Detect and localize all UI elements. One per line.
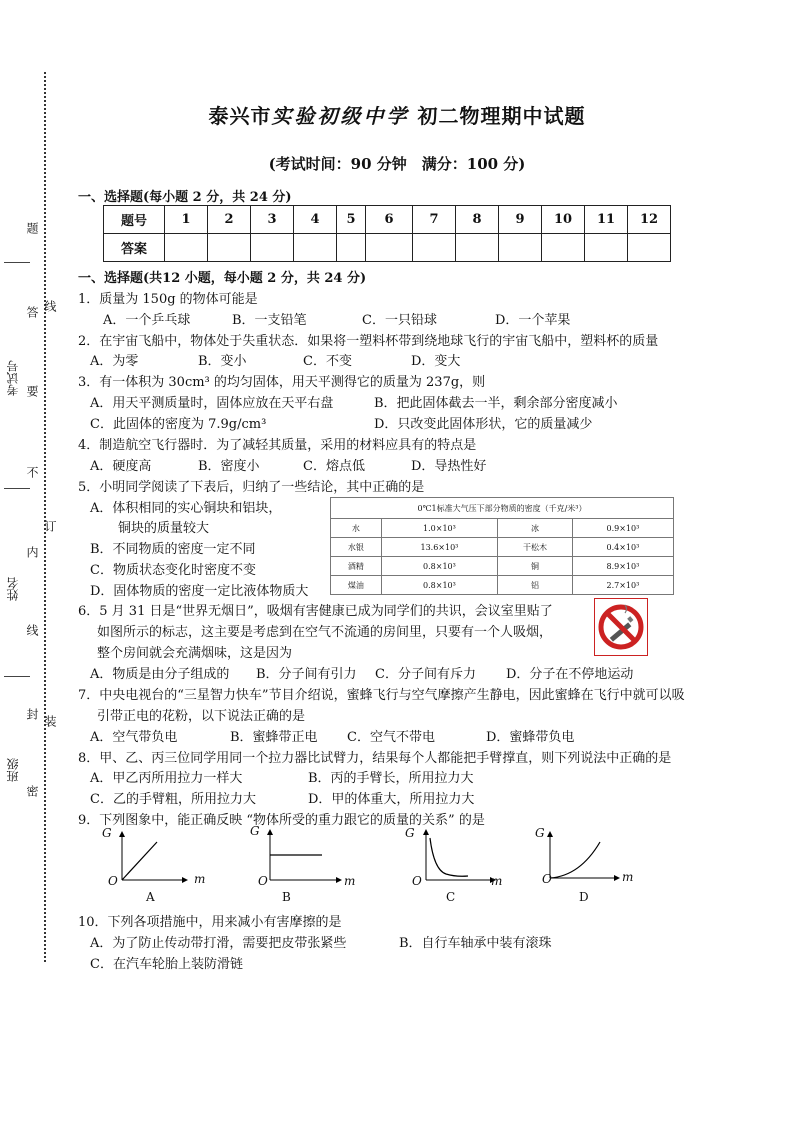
option: A．空气带负电 <box>90 730 178 745</box>
option: A．为了防止传动带打滑，需要把皮带张紧些 <box>90 936 347 951</box>
question-stem: 2．在宇宙飞船中，物体处于失重状态．如果将一塑料杯带到绕地球飞行的宇宙飞船中，塑料杯的质量 <box>78 334 659 349</box>
question-stem: 9．下列图象中，能正确反映 “物体所受的重力跟它的质量的关系” 的是 <box>78 813 485 828</box>
question-stem: 如图所示的标志，这主要是考虑到在空气不流通的房间里，只要有一个人吸烟， <box>97 625 553 640</box>
question-stem: 8．甲、乙、丙三位同学用同一个拉力器比试臂力，结果每个人都能把手臂撑直，则下列说法中正确的是 <box>78 751 672 766</box>
table-cell: 0.9×10³ <box>572 519 673 538</box>
answer-table-header: 答案 <box>104 234 165 262</box>
density-table-title: 0℃1标准大气压下部分物质的密度（千克/米³） <box>331 498 674 519</box>
question-number: 7 <box>413 206 456 234</box>
side-char: 线 <box>43 300 57 312</box>
question-stem: 7．中央电视台的“三星智力快车”节目介绍说，蜜蜂飞行与空气摩擦产生静电，因此蜜蜂在飞行中就可以吸 <box>78 688 685 703</box>
axis-label: G <box>535 826 545 840</box>
table-cell: 0.4×10³ <box>572 538 673 557</box>
table-cell: 0.8×10³ <box>381 576 497 595</box>
option: A．甲乙丙所用拉力一样大 <box>90 771 243 786</box>
exam-info: (考试时间：90 分钟 满分：100 分) <box>268 155 526 173</box>
question-number: 2 <box>208 206 251 234</box>
option: A．硬度高 <box>90 459 152 474</box>
table-cell: 煤油 <box>331 576 382 595</box>
option: B．自行车轴承中装有滚珠 <box>399 936 552 951</box>
table-cell: 铜 <box>498 557 573 576</box>
answer-cell[interactable] <box>499 234 542 262</box>
answer-cell[interactable] <box>628 234 671 262</box>
question-number: 10 <box>542 206 585 234</box>
axis-label: m <box>491 874 503 888</box>
table-cell: 1.0×10³ <box>381 519 497 538</box>
no-smoking-sign-icon <box>594 598 648 656</box>
side-char: 不 <box>25 466 39 478</box>
question-number: 1 <box>165 206 208 234</box>
answer-cell[interactable] <box>294 234 337 262</box>
option: A．物质是由分子组成的 <box>90 667 230 682</box>
question-stem: 1．质量为 150g 的物体可能是 <box>78 292 258 307</box>
option: B．密度小 <box>198 459 260 474</box>
question-number: 11 <box>585 206 628 234</box>
question-stem: 整个房间就会充满烟味，这是因为 <box>97 646 293 661</box>
option: A．用天平测质量时，固体应放在天平右盘 <box>90 396 334 411</box>
side-char: 密 <box>25 785 39 797</box>
graph-caption: C <box>446 890 456 904</box>
question-stem: 5．小明同学阅读了下表后，归纳了一些结论，其中正确的是 <box>78 480 425 495</box>
question-number: 5 <box>337 206 366 234</box>
graph-d <box>540 828 626 884</box>
axis-label: O <box>258 874 268 888</box>
axis-label: O <box>542 872 552 886</box>
question-number: 12 <box>628 206 671 234</box>
answer-cell[interactable] <box>208 234 251 262</box>
density-table <box>330 497 674 595</box>
question-number: 4 <box>294 206 337 234</box>
option: C．此固体的密度为 7.9g/cm³ <box>90 417 267 432</box>
table-cell: 2.7×10³ <box>572 576 673 595</box>
option: D．变大 <box>411 354 461 369</box>
question-number: 8 <box>456 206 499 234</box>
graph-c <box>416 826 502 888</box>
graph-caption: D <box>579 890 589 904</box>
side-char: 封 <box>25 708 39 720</box>
axis-label: G <box>250 824 260 838</box>
option: B．把此固体截去一半，剩余部分密度减小 <box>374 396 618 411</box>
answer-table-header: 题号 <box>104 206 165 234</box>
answer-cell[interactable] <box>542 234 585 262</box>
answer-cell[interactable] <box>251 234 294 262</box>
answer-cell[interactable] <box>456 234 499 262</box>
table-cell: 冰 <box>498 519 573 538</box>
axis-label: m <box>194 872 206 886</box>
section-heading: 一、选择题(每小题 2 分，共 24 分) <box>78 190 292 205</box>
option: D．分子在不停地运动 <box>506 667 634 682</box>
axis-label: m <box>344 874 356 888</box>
table-cell: 干松木 <box>498 538 573 557</box>
question-stem: 10．下列各项措施中，用来减小有害摩擦的是 <box>78 915 342 930</box>
option: B．丙的手臂长，所用拉力大 <box>308 771 474 786</box>
question-stem: 引带正电的花粉，以下说法正确的是 <box>97 709 306 724</box>
answer-cell[interactable] <box>366 234 413 262</box>
option: B．变小 <box>198 354 247 369</box>
option: C．在汽车轮胎上装防滑链 <box>90 957 243 972</box>
question-number: 6 <box>366 206 413 234</box>
binding-dotted-line <box>44 72 46 962</box>
graph-b <box>260 826 346 888</box>
axis-label: O <box>108 874 118 888</box>
answer-cell[interactable] <box>165 234 208 262</box>
class-label: 班级 <box>6 758 20 782</box>
graph-a <box>112 828 192 888</box>
name-label: 姓名 <box>6 577 20 601</box>
question-number: 9 <box>499 206 542 234</box>
option: D．甲的体重大，所用拉力大 <box>308 792 475 807</box>
option: B．一支铅笔 <box>232 313 307 328</box>
table-cell: 13.6×10³ <box>381 538 497 557</box>
side-char: 内 <box>25 546 39 558</box>
option: C．熔点低 <box>303 459 365 474</box>
option: A．一个乒乓球 <box>103 313 191 328</box>
graph-caption: A <box>146 890 155 904</box>
table-cell: 铝 <box>498 576 573 595</box>
option: D．一个苹果 <box>495 313 571 328</box>
option: C．分子间有斥力 <box>375 667 476 682</box>
option: B．不同物质的密度一定不同 <box>90 542 256 557</box>
table-cell: 0.8×10³ <box>381 557 497 576</box>
side-char: 订 <box>43 520 57 532</box>
side-char: 线 <box>25 624 39 636</box>
question-number: 3 <box>251 206 294 234</box>
option: D．导热性好 <box>411 459 487 474</box>
side-char: 答 <box>25 306 39 318</box>
axis-label: m <box>622 870 634 884</box>
question-stem: 4．制造航空飞行器时．为了减轻其质量，采用的材料应具有的特点是 <box>78 438 477 453</box>
option: D．蜜蜂带负电 <box>486 730 575 745</box>
option: C．物质状态变化时密度不变 <box>90 563 256 578</box>
table-cell: 水 <box>331 519 382 538</box>
answer-cell[interactable] <box>337 234 366 262</box>
option: A．体积相同的实心铜块和铝块， <box>90 501 282 516</box>
graph-caption: B <box>282 890 291 904</box>
table-cell: 水银 <box>331 538 382 557</box>
axis-label: G <box>102 826 112 840</box>
option: C．不变 <box>303 354 352 369</box>
exam-number-blank[interactable] <box>4 262 30 263</box>
page-title: 泰兴市实验初级中学 初二物理期中试题 <box>208 104 586 128</box>
side-char: 题 <box>25 222 39 234</box>
option: 铜块的质量较大 <box>118 521 210 536</box>
table-cell: 酒精 <box>331 557 382 576</box>
table-cell: 8.9×10³ <box>572 557 673 576</box>
exam-number-label: 考试号 <box>6 360 20 396</box>
option: C．一只铅球 <box>362 313 437 328</box>
option: B．分子间有引力 <box>256 667 357 682</box>
answer-cell[interactable] <box>585 234 628 262</box>
side-char: 装 <box>43 715 57 727</box>
class-blank[interactable] <box>4 676 30 677</box>
option: A．为零 <box>90 354 139 369</box>
question-stem: 3．有一体积为 30cm³ 的均匀固体，用天平测得它的质量为 237g，则 <box>78 375 486 390</box>
section-heading: 一、选择题(共12 小题，每小题 2 分，共 24 分) <box>78 271 367 286</box>
option: C．乙的手臂粗，所用拉力大 <box>90 792 256 807</box>
side-char: 要 <box>25 385 39 397</box>
option: D．只改变此固体形状，它的质量减少 <box>374 417 593 432</box>
name-blank[interactable] <box>4 488 30 489</box>
answer-table <box>103 205 671 262</box>
option: C．空气不带电 <box>347 730 435 745</box>
option: B．蜜蜂带正电 <box>230 730 318 745</box>
axis-label: O <box>412 874 422 888</box>
answer-cell[interactable] <box>413 234 456 262</box>
axis-label: G <box>405 826 415 840</box>
question-stem: 6．5 月 31 日是“世界无烟日”，吸烟有害健康已成为同学们的共识，会议室里贴了 <box>78 604 553 619</box>
option: D．固体物质的密度一定比液体物质大 <box>90 584 309 599</box>
